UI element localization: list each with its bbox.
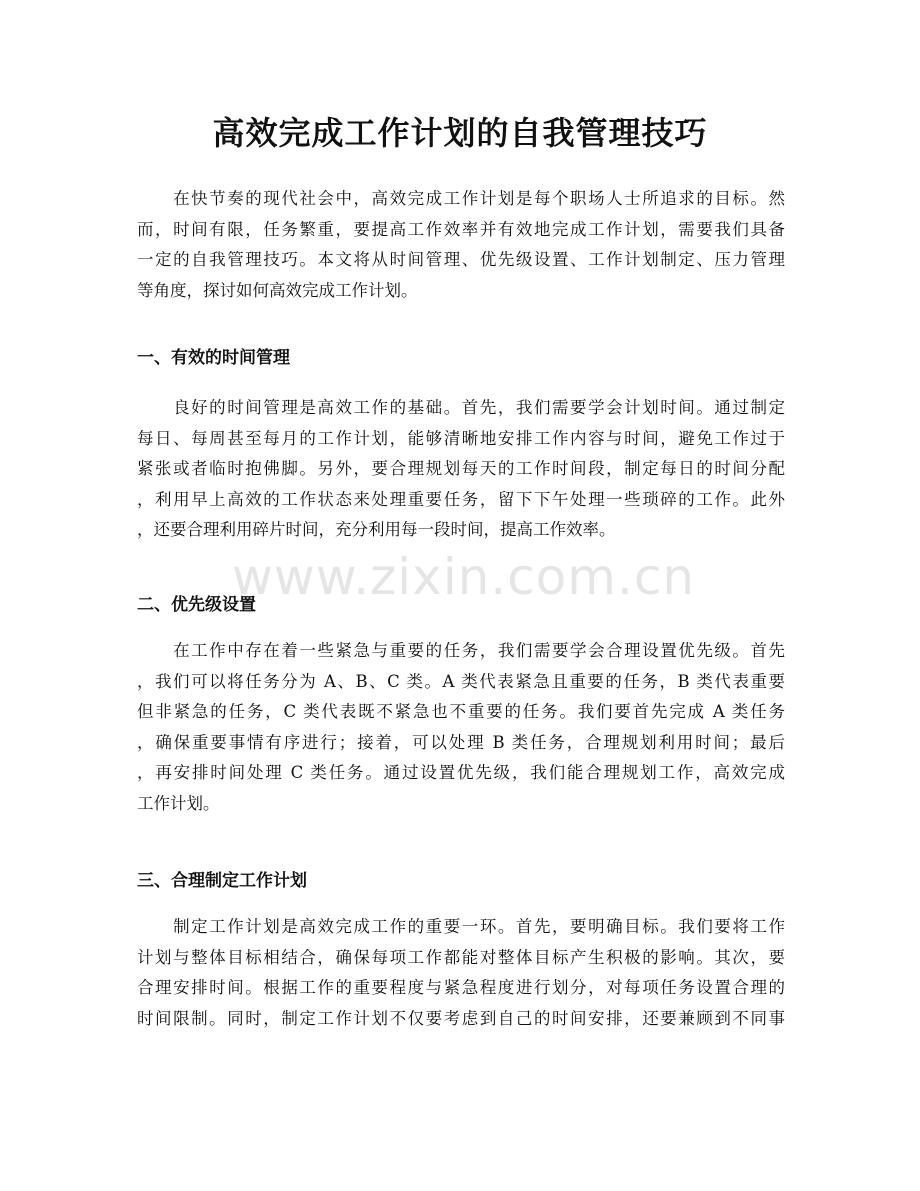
watermark: www.zixin.com.cn xyxy=(232,548,696,606)
section-heading-time-management: 一、有效的时间管理 xyxy=(137,348,290,368)
section-heading-priority: 二、优先级设置 xyxy=(137,595,256,615)
paragraph-line: ，还要合理利用碎片时间，充分利用每一段时间，提高工作效率。 xyxy=(137,520,616,540)
paragraph-line: 合理安排时间。根据工作的重要程度与紧急程度进行划分，对每项任务设置合理的 xyxy=(137,978,785,998)
paragraph-line: ，利用早上高效的工作状态来处理重要任务，留下下午处理一些琐碎的工作。此外 xyxy=(137,489,785,509)
paragraph-line: 良好的时间管理是高效工作的基础。首先，我们需要学会计划时间。通过制定 xyxy=(137,398,785,417)
paragraph-line: 计划与整体目标相结合，确保每项工作都能对整体目标产生积极的影响。其次，要 xyxy=(137,947,785,967)
section-paragraph-work-plan xyxy=(137,912,785,1034)
paragraph-line: 紧张或者临时抱佛脚。另外，要合理规划每天的工作时间段，制定每日的时间分配 xyxy=(137,459,785,479)
paragraph-line: 在工作中存在着一些紧急与重要的任务，我们需要学会合理设置优先级。首先 xyxy=(137,641,785,660)
paragraph-line: ，再安排时间处理 C 类任务。通过设置优先级，我们能合理规划工作，高效完成 xyxy=(137,763,785,783)
document-title: 高效完成工作计划的自我管理技巧 xyxy=(212,114,708,152)
intro-paragraph xyxy=(137,184,785,306)
paragraph-line: 工作计划。 xyxy=(137,793,220,813)
paragraph-line: 时间限制。同时，制定工作计划不仅要考虑到自己的时间安排，还要兼顾到不同事 xyxy=(137,1008,785,1028)
paragraph-line: ，确保重要事情有序进行；接着，可以处理 B 类任务，合理规划利用时间；最后 xyxy=(137,732,785,752)
paragraph-line: 但非紧急的任务，C 类代表既不紧急也不重要的任务。我们要首先完成 A 类任务 xyxy=(137,702,785,722)
paragraph-line: 每日、每周甚至每月的工作计划，能够清晰地安排工作内容与时间，避免工作过于 xyxy=(137,428,785,448)
paragraph-line: 制定工作计划是高效完成工作的重要一环。首先，要明确目标。我们要将工作 xyxy=(137,917,785,936)
paragraph-line: ，我们可以将任务分为 A、B、C 类。A 类代表紧急且重要的任务，B 类代表重要 xyxy=(137,671,785,691)
paragraph-line: 一定的自我管理技巧。本文将从时间管理、优先级设置、工作计划制定、压力管理 xyxy=(137,250,785,270)
section-paragraph-time-management xyxy=(137,393,785,546)
paragraph-line: 而，时间有限，任务繁重，要提高工作效率并有效地完成工作计划，需要我们具备 xyxy=(137,219,785,239)
section-paragraph-priority xyxy=(137,636,785,820)
section-heading-work-plan: 三、合理制定工作计划 xyxy=(137,871,307,891)
paragraph-line: 等角度，探讨如何高效完成工作计划。 xyxy=(137,280,418,300)
paragraph-line: 在快节奏的现代社会中，高效完成工作计划是每个职场人士所追求的目标。然 xyxy=(137,189,785,208)
